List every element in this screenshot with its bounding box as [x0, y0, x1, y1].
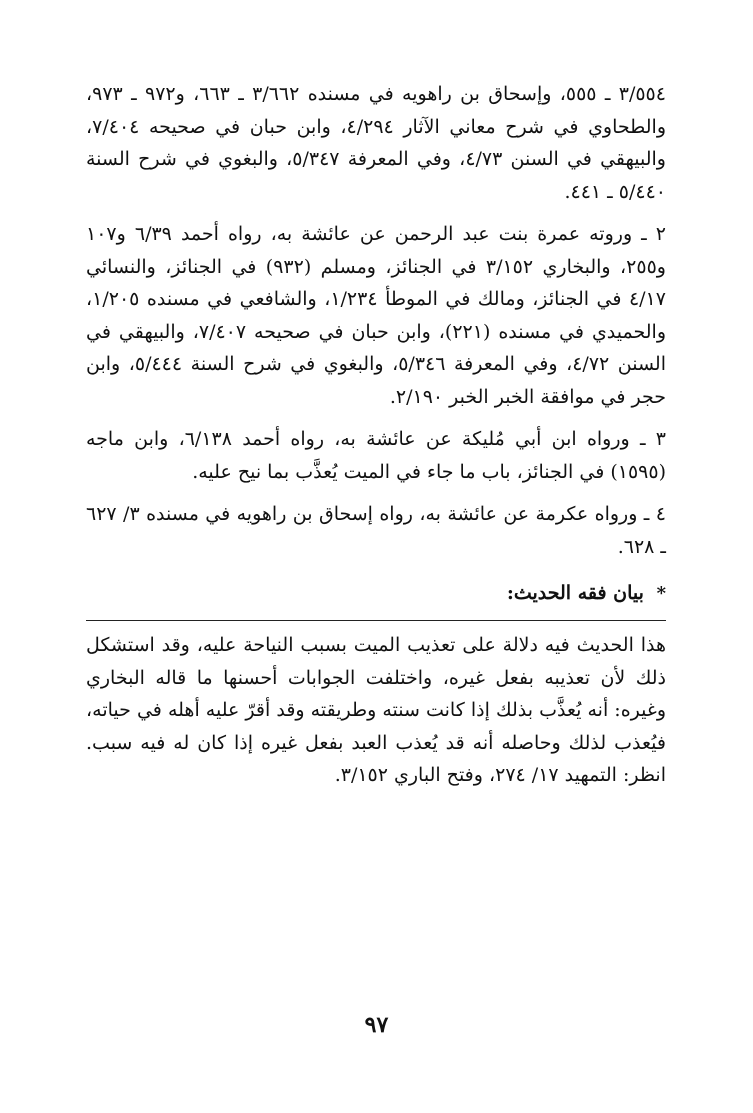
section-body: هذا الحديث فيه دلالة على تعذيب الميت بسبب النياحة عليه، وقد استشكل ذلك لأن تعذيبه بفعل غيره، واختلفت الجوابات أحسنها ما قاله البخاري وغيره: أنه يُعذَّب بذلك إذا كانت سنته وطريقته وقد أقرّ عليه أهله في حياته، فيُعذب لذلك وحاصله أنه قد يُعذب العبد بفعل غيره إذا كان له فيه سبب. انظر: التمهيد ١٧/ ٢٧٤، وفتح الباري ٣/١٥٢. [86, 634, 666, 786]
page-body [86, 78, 666, 802]
footnote-paragraph-4: ٤ ـ ورواه عكرمة عن عائشة به، رواه إسحاق بن راهويه في مسنده ٣/ ٦٢٧ ـ ٦٢٨. [86, 503, 666, 558]
section-heading-text: بيان فقه الحديث: [506, 582, 644, 604]
footnote-paragraph-2: ٢ ـ وروته عمرة بنت عبد الرحمن عن عائشة به، رواه أحمد ٦/٣٩ و١٠٧ و٢٥٥، والبخاري ٣/١٥٢ في الجنائز، ومسلم (٩٣٢) في الجنائز، والنسائي ٤/١٧ في الجنائز، ومالك في الموطأ ١/٢٣٤، والشافعي في مسنده ١/٢٠٥، والحميدي في مسنده (٢٢١)، وابن حبان في صحيحه ٧/٤٠٧، والبيهقي في السنن ٤/٧٢، وفي المعرفة ٥/٣٤٦، والبغوي في شرح السنة ٥/٤٤٤، وابن حجر في موافقة الخبر الخبر ٢/١٩٠. [86, 223, 667, 408]
page-number: ٩٧ [364, 1012, 389, 1038]
star-icon: * [656, 583, 666, 604]
footnote-paragraph-3: ٣ ـ ورواه ابن أبي مُليكة عن عائشة به، رواه أحمد ٦/١٣٨، وابن ماجه (١٥٩٥) في الجنائز، باب ما جاء في الميت يُعذَّب بما نيح عليه. [86, 428, 666, 483]
section-heading [86, 577, 666, 610]
footnote-paragraph-1: ٣/٥٥٤ ـ ٥٥٥، وإسحاق بن راهويه في مسنده ٣/٦٦٢ ـ ٦٦٣، و٩٧٢ ـ ٩٧٣، والطحاوي في شرح معاني الآثار ٤/٢٩٤، وابن حبان في صحيحه ٧/٤٠٤، والبيهقي في السنن ٤/٧٣، وفي المعرفة ٥/٣٤٧، والبغوي في شرح السنة ٥/٤٤٠ ـ ٤٤١. [86, 83, 666, 203]
section-divider [86, 620, 666, 621]
